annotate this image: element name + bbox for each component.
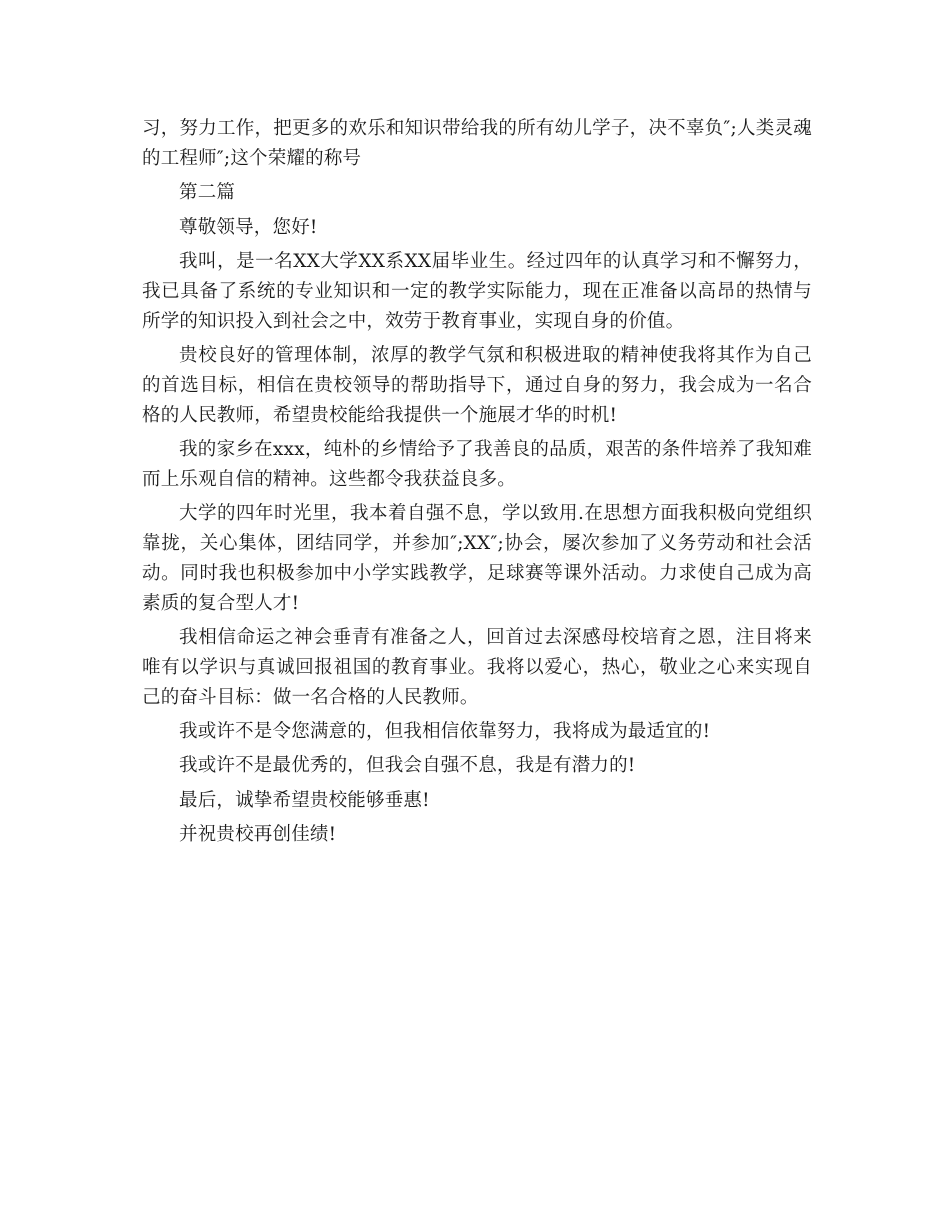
paragraph-university: 大学的四年时光里，我本着自强不息，学以致用.在思想方面我积极向党组织靠拢，关心集体，团结同学，并参加″;XX″;协会，屡次参加了义务劳动和社会活动。同时我也积极参加中小学实践教学，足球赛等课外活动。力求使自己成为高素质的复合型人才! [142,503,812,614]
paragraph-future: 我相信命运之神会垂青有准备之人，回首过去深感母校培育之恩，注目将来唯有以学识与真诚回报祖国的教育事业。我将以爱心，热心，敬业之心来实现自己的奋斗目标：做一名合格的人民教师。 [142,626,812,708]
paragraph-continuation: 习，努力工作，把更多的欢乐和知识带给我的所有幼儿学子，决不辜负″;人类灵魂的工程师″;这个荣耀的称号 [142,118,812,169]
document-body [142,114,812,854]
paragraph-wish: 并祝贵校再创佳绩! [179,824,337,846]
paragraph-closing: 最后，诚挚希望贵校能够垂惠! [179,789,430,811]
paragraph-school: 贵校良好的管理体制，浓厚的教学气氛和积极进取的精神使我将其作为自己的首选目标，相信在贵校领导的帮助指导下，通过自身的努力，我会成为一名合格的人民教师，希望贵校能给我提供一个施展才华的时机! [142,344,812,426]
paragraph-statement-1: 我或许不是令您满意的，但我相信依靠努力，我将成为最适宜的! [179,720,711,742]
paragraph-statement-2: 我或许不是最优秀的，但我会自强不息，我是有潜力的! [179,755,636,777]
paragraph-hometown: 我的家乡在xxx，纯朴的乡情给予了我善良的品质，艰苦的条件培养了我知难而上乐观自信的精神。这些都令我获益良多。 [142,438,812,490]
section-heading: 第二篇 [179,182,236,204]
paragraph-introduction: 我叫，是一名XX大学XX系XX届毕业生。经过四年的认真学习和不懈努力，我已具备了系统的专业知识和一定的教学实际能力，现在正准备以高昂的热情与所学的知识投入到社会之中，效劳于教育事业，实现自身的价值。 [142,250,812,332]
salutation: 尊敬领导，您好! [179,216,318,238]
